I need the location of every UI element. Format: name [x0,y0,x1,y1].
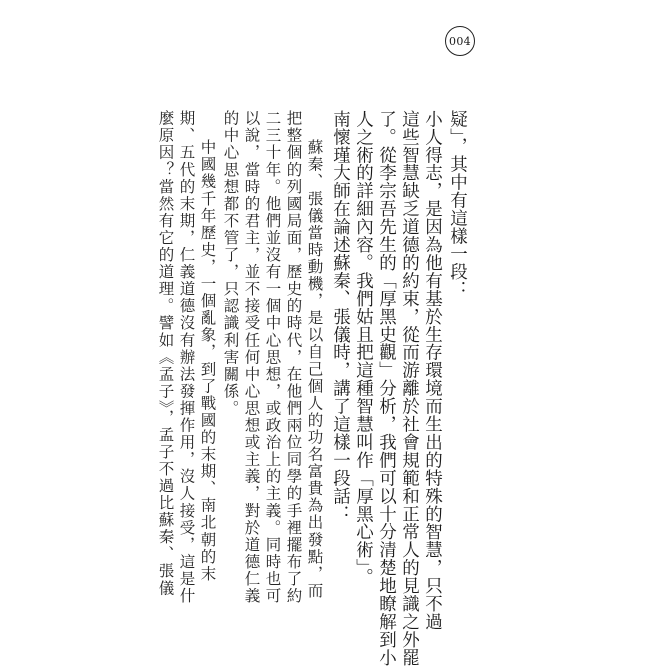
text-column-6: 南懷瑾大師在論述蘇秦、張儀時，講了這樣一段話： [330,110,351,523]
quote-column-8: 麼原因？當然有它的道理。譬如《孟子》，孟子不過比蘇秦、張儀 [156,110,175,597]
quote-column-2: 把整個的列國局面，歷史的時代，在他們兩位同學的手裡擺布了約 [284,110,303,605]
quote-column-5: 的中心思想都不管了，只認識利害關係。 [221,110,240,417]
quote-column-4: 以說，當時的君主，並不接受任何中心思想或主義，對於道德仁義 [242,110,261,605]
text-column-5: 人之術的詳細內容。我們姑且把這種智慧叫作「厚黑心術」。 [353,110,374,586]
quote-column-3: 二三十年。他們並沒有一個中心思想，或政治上的主義。同時也可 [263,110,282,605]
quote-column-7: 期、五代的末期，仁義道德沒有辦法發揮作用，沒人接受，這是什 [177,110,196,605]
text-column-3: 這些智慧缺乏道德的約束，從而游離於社會規範和正常人的見識之外罷 [399,110,420,666]
text-column-4: 了。從李宗吾先生的「厚黑史觀」分析，我們可以十分清楚地瞭解到小 [376,110,397,666]
text-column-2: 小人得志，是因為他有基於生存環境而生出的特殊的智慧，只不過 [422,110,443,631]
text-column-1: 疑」，其中有這樣一段： [447,110,468,299]
page-number: 004 [445,26,475,56]
quote-column-6: 中國幾千年歷史，一個亂象，到了戰國的末期、南北朝的末 [198,139,217,583]
quote-column-1: 蘇秦、張儀當時動機，是以自己個人的功名富貴為出發點，而 [305,139,324,600]
